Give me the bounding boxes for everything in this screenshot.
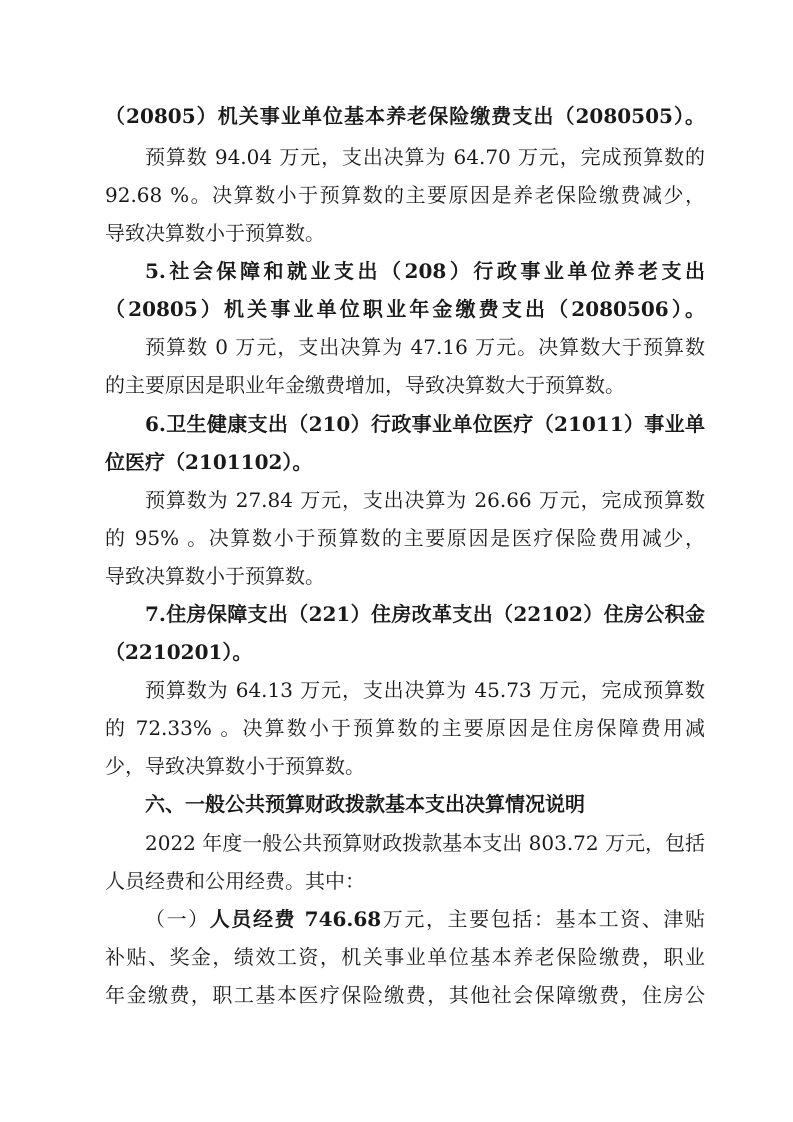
personnel-expense-amount: 人员经费 746.68	[209, 907, 382, 931]
personnel-expense-line	[145, 905, 705, 933]
paragraph-line: 年金缴费，职工基本医疗保险缴费，其他社会保障缴费，住房公	[105, 983, 705, 1007]
paragraph-line: 预算数为 27.84 万元，支出决算为 26.66 万元，完成预算数	[145, 488, 705, 512]
heading-6-line-2: 位医疗（2101102）。	[105, 450, 313, 474]
heading-7-line-2: （2210201）。	[105, 640, 253, 664]
paragraph-line: 预算数 0 万元，支出决算为 47.16 万元。决算数大于预算数	[145, 335, 705, 359]
heading-7-line-1: 7.住房保障支出（221）住房改革支出（22102）住房公积金	[145, 602, 705, 626]
paragraph-line: 的 95% 。决算数小于预算数的主要原因是医疗保险费用减少，	[105, 526, 705, 550]
paragraph-line: 92.68 %。决算数小于预算数的主要原因是养老保险缴费减少，	[105, 183, 705, 207]
heading-5-line-1: 5.社会保障和就业支出（208）行政事业单位养老支出	[145, 259, 705, 283]
subsection-number: （一）	[145, 907, 210, 931]
paragraph-line: 的主要原因是职业年金缴费增加，导致决算数大于预算数。	[105, 373, 625, 397]
paragraph-line: 预算数 94.04 万元，支出决算为 64.70 万元，完成预算数的	[145, 145, 705, 169]
paragraph-line: 预算数为 64.13 万元，支出决算为 45.73 万元，完成预算数	[145, 678, 705, 702]
paragraph-line: 2022 年度一般公共预算财政拨款基本支出 803.72 万元，包括	[145, 831, 705, 855]
heading-line-1: （20805）机关事业单位基本养老保险缴费支出（2080505）。	[105, 104, 705, 128]
heading-6-line-1: 6.卫生健康支出（210）行政事业单位医疗（21011）事业单	[145, 412, 705, 436]
heading-5-line-2: （20805）机关事业单位职业年金缴费支出（2080506）。	[105, 297, 705, 321]
section-six-heading: 六、一般公共预算财政拨款基本支出决算情况说明	[145, 792, 585, 816]
paragraph-line: 导致决算数小于预算数。	[105, 221, 325, 245]
paragraph-line: 补贴、奖金，绩效工资，机关事业单位基本养老保险缴费，职业	[105, 945, 705, 969]
paragraph-line: 的 72.33% 。决算数小于预算数的主要原因是住房保障费用减	[105, 716, 705, 740]
personnel-expense-detail: 万元，主要包括：基本工资、津贴	[381, 907, 705, 931]
paragraph-line: 人员经费和公用经费。其中：	[105, 869, 365, 893]
paragraph-line: 少，导致决算数小于预算数。	[105, 754, 365, 778]
paragraph-line: 导致决算数小于预算数。	[105, 564, 325, 588]
